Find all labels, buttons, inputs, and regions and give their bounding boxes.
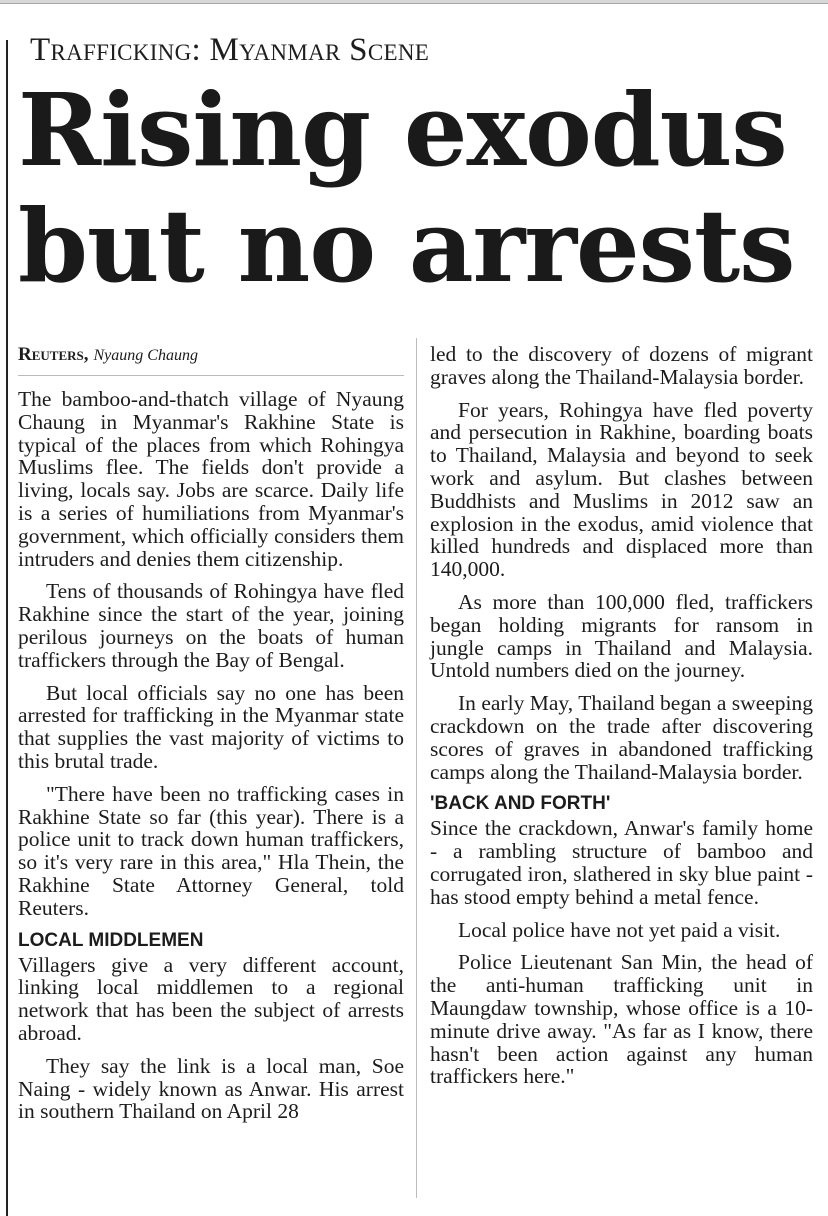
paragraph: They say the link is a local man, Soe Naing - widely known as Anwar. His arrest in southern Thailand on April 28: [18, 1053, 404, 1124]
top-rule: [0, 0, 828, 4]
paragraph: But local officials say no one has been arrested for trafficking in the Myanmar state that supplies the vast majority of victims to this brutal trade.: [18, 680, 404, 773]
column-divider: [416, 338, 417, 1198]
dateline-rule: [18, 375, 404, 376]
dateline-place: Nyaung Chaung: [93, 347, 198, 364]
article-column-left: [18, 344, 404, 1133]
section-kicker: Trafficking: Myanmar Scene: [30, 32, 430, 68]
paragraph: Police Lieutenant San Min, the head of the anti-human trafficking unit in Maungdaw township, whose office is a 10-minute drive away. "As far as I know, there hasn't been action against any human traffickers here.": [430, 950, 813, 1089]
paragraph: led to the discovery of dozens of migrant graves along the Thailand-Malaysia border.: [430, 342, 813, 389]
dateline: [18, 344, 404, 367]
paragraph: As more than 100,000 fled, traffickers began holding migrants for ransom in jungle camps in Thailand and Malaysia. Untold numbers died on the journey.: [430, 589, 813, 683]
subhead-back-and-forth: 'BACK AND FORTH': [430, 793, 611, 815]
article-column-right: [430, 343, 813, 1098]
paragraph: Local police have not yet paid a visit.: [458, 917, 781, 942]
left-border-rule: [6, 40, 8, 1216]
dateline-agency: Reuters,: [18, 344, 89, 365]
headline-line-2: but no arrests: [18, 187, 795, 305]
paragraph: Tens of thousands of Rohingya have fled Rakhine since the start of the year, joining perilous journeys on the boats of human traffickers through the Bay of Bengal.: [18, 579, 404, 672]
paragraph: Villagers give a very different account, linking local middlemen to a regional network that has been the subject of arrests abroad.: [18, 952, 404, 1045]
paragraph: "There have been no trafficking cases in Rakhine State so far (this year). There is a police unit to track down human traffickers, so it's very rare in this area," Hla Thein, the Rakhine State Attorney General, told Reuters.: [18, 781, 404, 920]
headline: [18, 72, 818, 304]
paragraph: The bamboo-and-thatch village of Nyaung Chaung in Myanmar's Rakhine State is typical of the places from which Rohingya Muslims flee. The fields don't provide a living, locals say. Jobs are scarce. Daily life is a series of humiliations from Myanmar's government, which officially considers them intruders and denies them citizenship.: [18, 387, 404, 571]
paragraph: In early May, Thailand began a sweeping crackdown on the trade after discovering scores of graves in abandoned trafficking camps along the Thailand-Malaysia border.: [430, 691, 813, 784]
subhead-local-middlemen: LOCAL MIDDLEMEN: [18, 929, 204, 951]
paragraph: Since the crackdown, Anwar's family home - a rambling structure of bamboo and corrugated iron, slathered in sky blue paint - has stood empty behind a metal fence.: [430, 816, 813, 909]
paragraph: For years, Rohingya have fled poverty and persecution in Rakhine, boarding boats to Thailand, Malaysia and beyond to seek work and asylum. But clashes between Buddhists and Muslims in 2012 saw an explosion in the exodus, amid violence that killed hundreds and displaced more than 140,000.: [430, 397, 813, 582]
headline-line-1: Rising exodus: [18, 71, 787, 189]
